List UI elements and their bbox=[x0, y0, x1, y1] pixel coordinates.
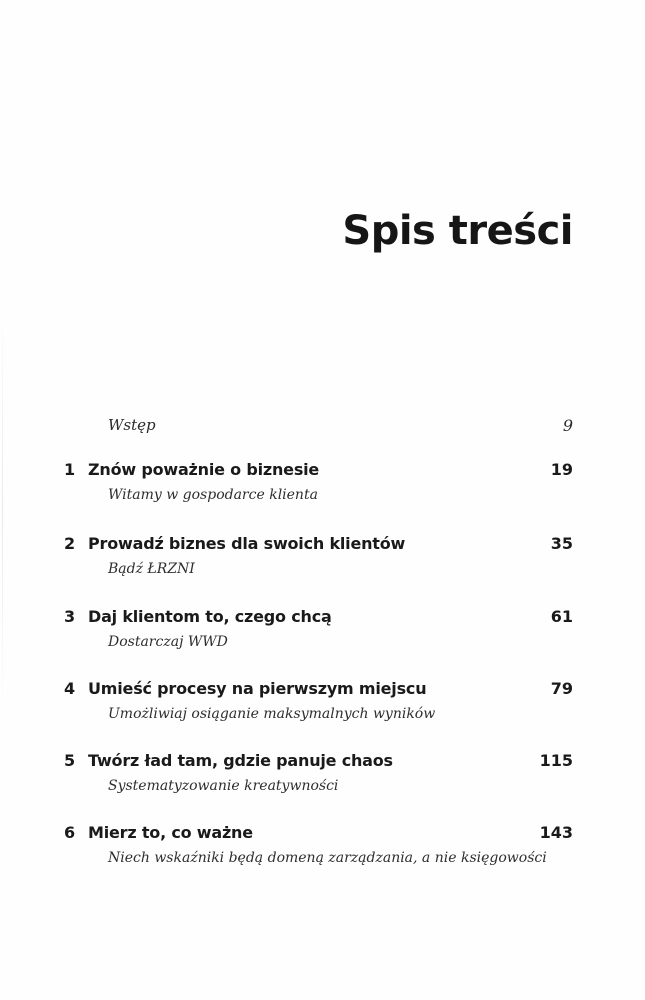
chapter-subtitle: Systematyzowanie kreatywności bbox=[108, 778, 339, 794]
chapter-heading-line bbox=[60, 534, 573, 558]
chapter-title: Mierz to, co ważne bbox=[88, 823, 253, 842]
chapter-page-number: 61 bbox=[550, 607, 573, 626]
chapter-number: 3 bbox=[64, 607, 76, 626]
chapter-subtitle: Bądź ŁRZNI bbox=[108, 561, 195, 577]
chapter-title: Umieść procesy na pierwszym miejscu bbox=[88, 679, 427, 698]
intro-title: Wstęp bbox=[108, 416, 156, 434]
chapter-number: 2 bbox=[64, 534, 76, 553]
chapter-number: 1 bbox=[64, 460, 76, 479]
chapter-page-number: 79 bbox=[550, 679, 573, 698]
chapter-title: Znów poważnie o biznesie bbox=[88, 460, 320, 479]
chapter-title: Daj klientom to, czego chcą bbox=[88, 607, 332, 626]
page-title: Spis treści bbox=[342, 208, 573, 254]
table-of-contents bbox=[60, 0, 573, 1000]
chapter-heading-line bbox=[60, 823, 573, 847]
chapter-number: 5 bbox=[64, 751, 76, 770]
chapter-number: 6 bbox=[64, 823, 76, 842]
chapter-subtitle: Niech wskaźniki będą domeną zarządzania, a nie księgowości bbox=[108, 850, 547, 866]
chapter-number: 4 bbox=[64, 679, 76, 698]
chapter-subtitle: Dostarczaj WWD bbox=[108, 634, 228, 650]
chapter-subtitle: Witamy w gospodarce klienta bbox=[108, 487, 318, 503]
chapter-title: Twórz ład tam, gdzie panuje chaos bbox=[88, 751, 393, 770]
page-edge-shadow bbox=[2, 300, 3, 720]
chapter-page-number: 115 bbox=[539, 751, 573, 770]
chapter-subtitle: Umożliwiaj osiąganie maksymalnych wyników bbox=[108, 706, 436, 722]
chapter-heading-line bbox=[60, 607, 573, 631]
intro-line bbox=[108, 416, 573, 438]
intro-page-number: 9 bbox=[562, 416, 573, 435]
chapter-page-number: 19 bbox=[550, 460, 573, 479]
chapter-page-number: 35 bbox=[550, 534, 573, 553]
chapter-title: Prowadź biznes dla swoich klientów bbox=[88, 534, 406, 553]
chapter-heading-line bbox=[60, 460, 573, 484]
chapter-page-number: 143 bbox=[539, 823, 573, 842]
chapter-heading-line bbox=[60, 751, 573, 775]
chapter-heading-line bbox=[60, 679, 573, 703]
